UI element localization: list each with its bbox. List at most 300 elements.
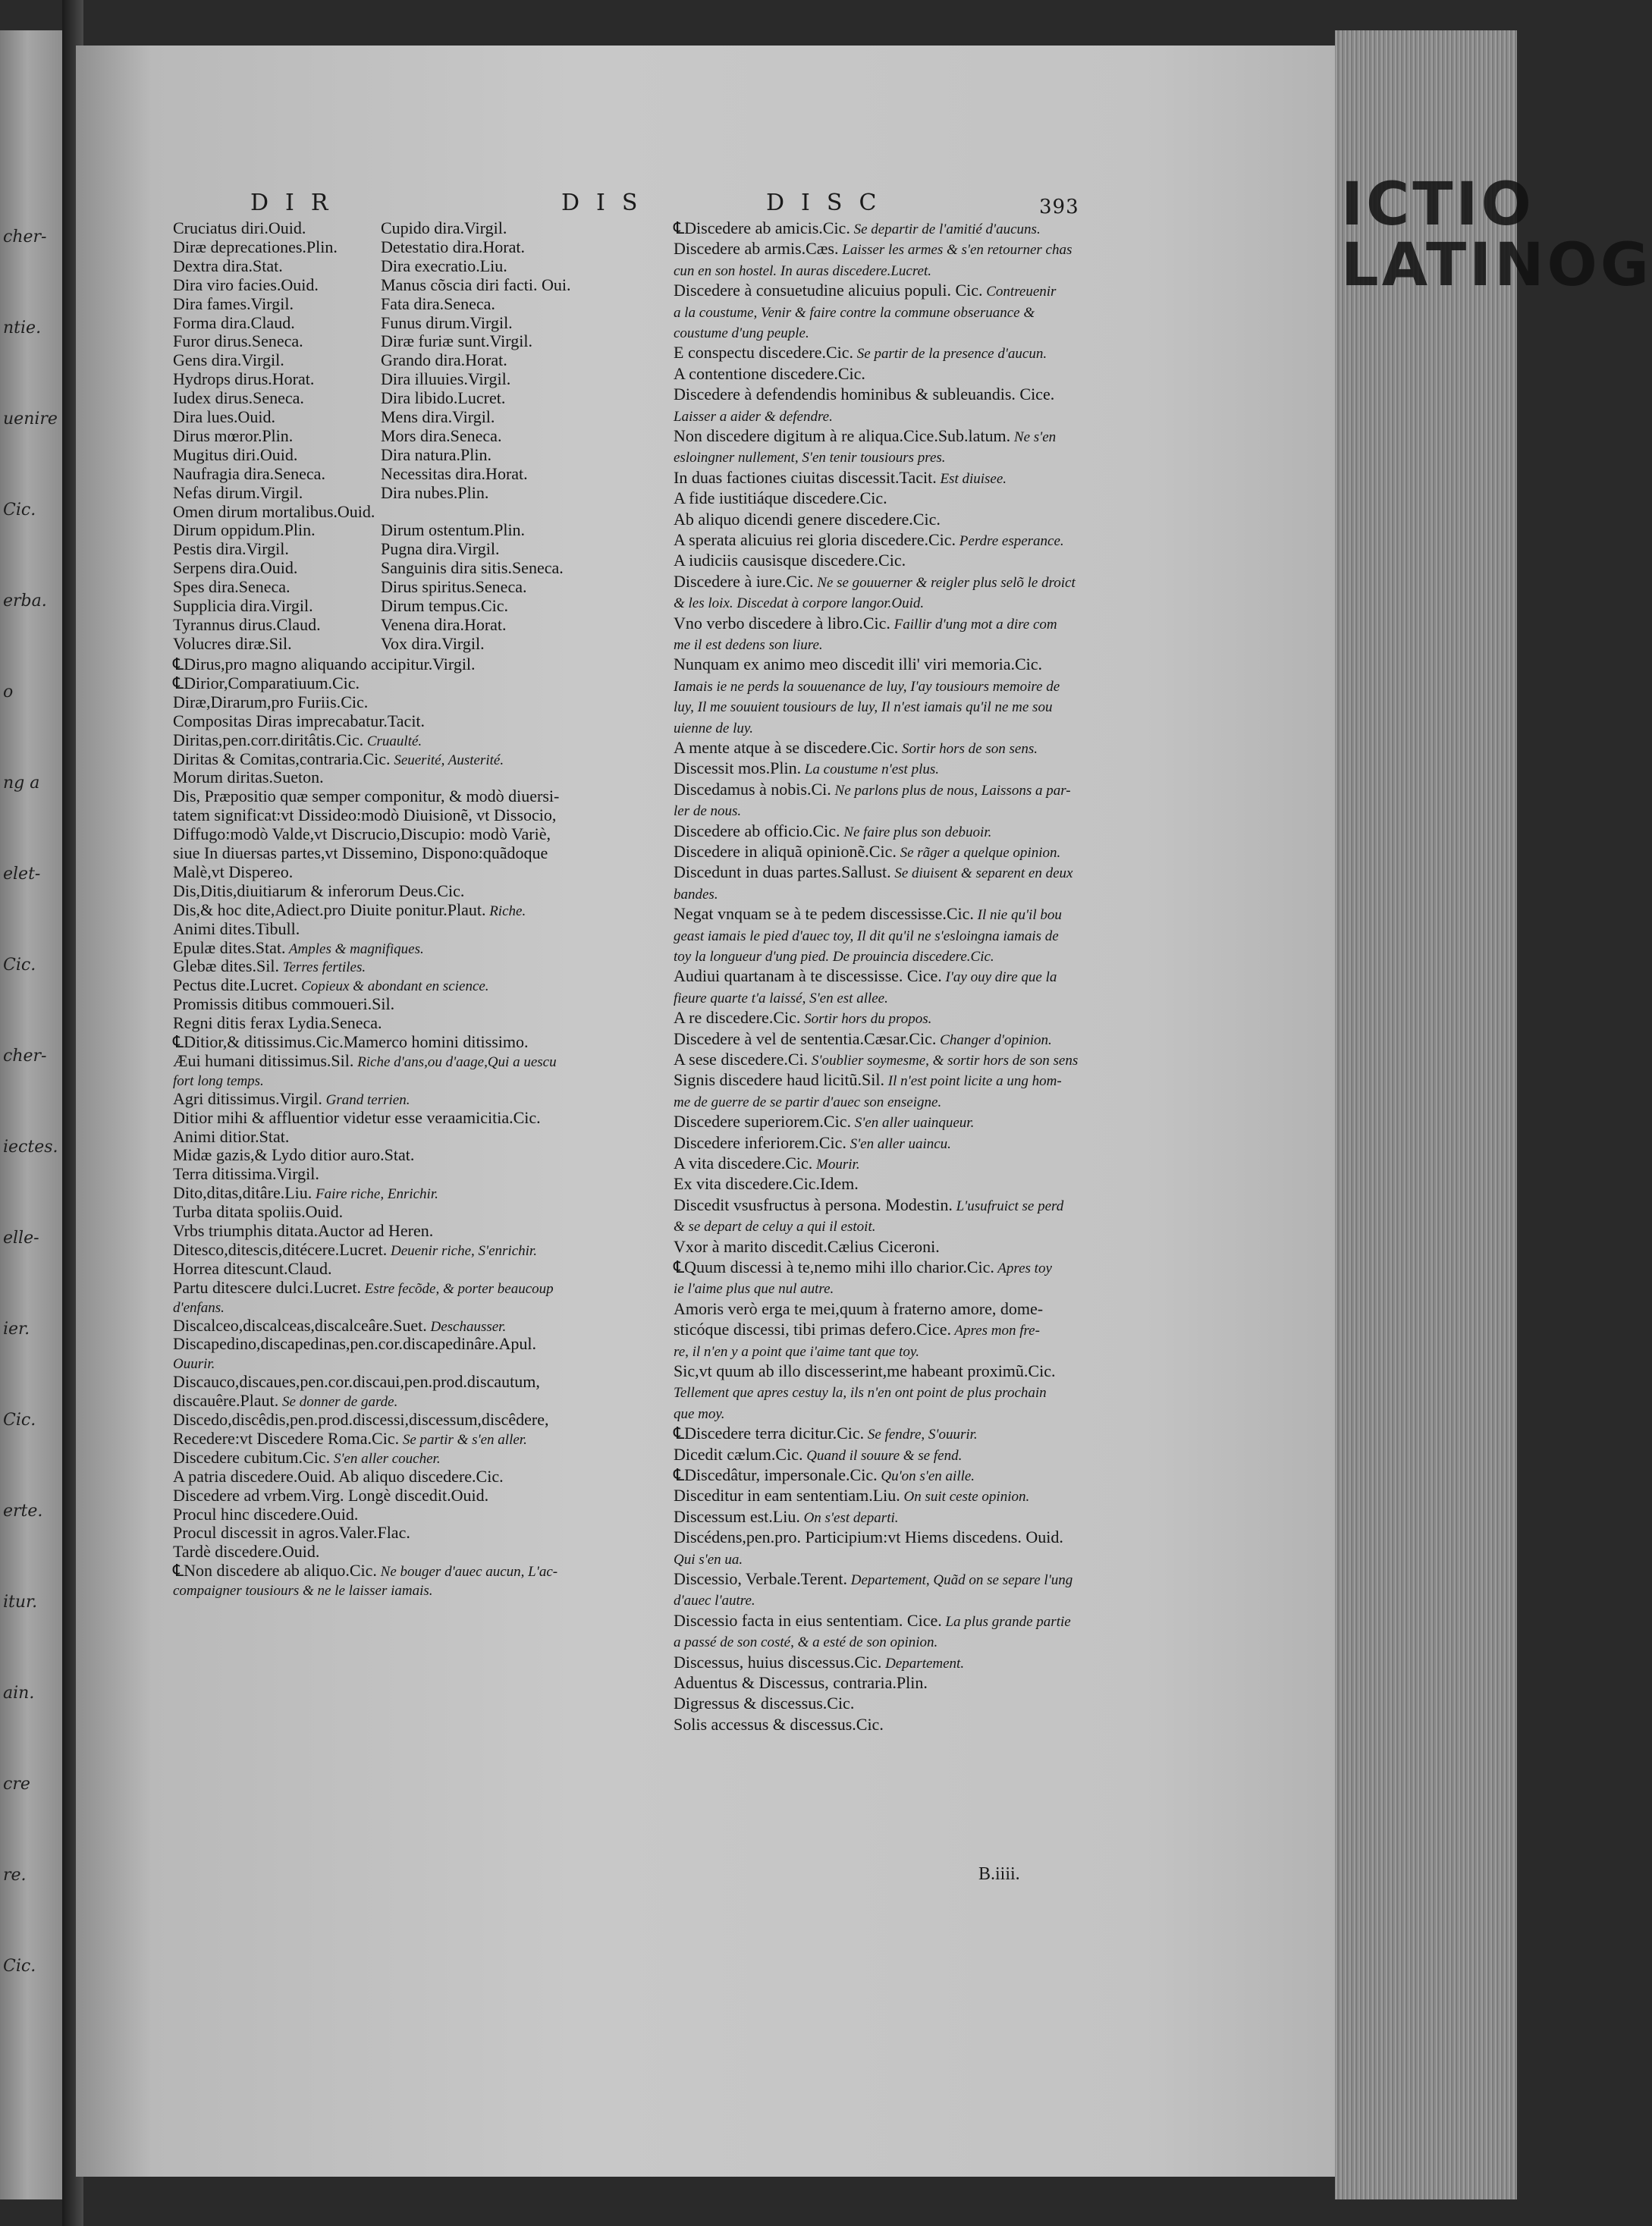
latin-text: tatem significat:vt Dissideo:modò Diuisionẽ, vt Dissocio,: [173, 805, 557, 825]
left-page-fragment: cre: [3, 1775, 30, 1794]
french-gloss: ler de nous.: [674, 803, 742, 820]
french-gloss: geast iamais le pied d'auec toy, Il dit qu'il ne s'esloingna iamais de: [674, 928, 1059, 944]
entry-line: [674, 1278, 834, 1298]
french-gloss: Contreuenir: [982, 284, 1057, 300]
latin-text: Vxor à marito discedit.Cælius Ciceroni.: [674, 1236, 940, 1256]
latin-text: Glebæ dites.Sil.: [173, 956, 279, 976]
entry-line: [674, 281, 1056, 301]
left-page-edge: [0, 30, 68, 2199]
edge-stamp: ICTIO LATINOG: [1341, 171, 1652, 300]
entry-line: [173, 1542, 319, 1561]
french-gloss: esloingner nullement, S'en tenir tousiours pres.: [674, 450, 946, 466]
entry-line: [173, 805, 556, 824]
page-number: 393: [1039, 196, 1079, 218]
entry-line: Dira fames.Virgil.: [173, 294, 294, 313]
french-gloss: compaigner tousiours & ne le laisser iamais.: [173, 1583, 433, 1600]
entry-line: Mens dira.Virgil.: [381, 407, 495, 426]
entry-line: [674, 1715, 884, 1734]
latin-text: Ab aliquo dicendi genere discedere.Cic.: [674, 509, 941, 529]
entry-line: Omen dirum mortalibus.Ouid.: [173, 501, 375, 521]
latin-text: Discedere in aliquã opinionẽ.Cic.: [674, 842, 897, 861]
page-edges: [1335, 30, 1652, 2199]
latin-text: A sese discedere.Ci.: [674, 1050, 809, 1069]
entry-line: [674, 1403, 725, 1424]
latin-text: Dis,& hoc dite,Adiect.pro Diuite ponitur.Plaut.: [173, 900, 486, 919]
entry-line: Dirum oppidum.Plin.: [173, 520, 316, 540]
latin-text: Midæ gazis,& Lydo ditior auro.Stat.: [173, 1145, 415, 1165]
entry-line: Dirum ostentum.Plin.: [381, 520, 526, 540]
entry-line: [674, 592, 924, 613]
latin-text: ℄Dirus,pro magno aliquando accipitur.Virgil.: [173, 655, 476, 673]
entry-line: [674, 510, 941, 529]
entry-line: [674, 925, 1059, 946]
entry-line: Fata dira.Seneca.: [381, 294, 495, 313]
entry-line: [674, 1653, 964, 1673]
entry-line: [674, 343, 1047, 363]
french-gloss: La coustume n'est plus.: [801, 761, 939, 778]
entry-line: [173, 1448, 441, 1468]
entry-line: Dextra dira.Stat.: [173, 256, 283, 275]
entry-line: [674, 1237, 940, 1256]
entry-line: [674, 1050, 1078, 1070]
french-gloss: Cruaulté.: [363, 733, 422, 749]
entry-line: Pugna dira.Virgil.: [381, 539, 500, 559]
entry-line: [173, 1372, 540, 1391]
latin-text: Terra ditissima.Virgil.: [173, 1164, 319, 1184]
entry-line: [173, 1070, 264, 1091]
entry-line: Forma dira.Claud.: [173, 312, 295, 332]
latin-text: Amoris verò erga te mei,quum à fraterno amore, dome-: [674, 1298, 1044, 1318]
french-gloss: d'auec l'autre.: [674, 1593, 755, 1609]
latin-text: Animi dites.Tibull.: [173, 918, 300, 938]
french-gloss: luy, Il me souuient tousiours de luy, Il n'est iamais qu'il ne me sou: [674, 699, 1053, 716]
entry-line: [674, 1341, 919, 1361]
french-gloss: Ne faire plus son debuoir.: [840, 824, 992, 840]
french-gloss: Apres mon fre-: [950, 1323, 1040, 1339]
entry-line: [674, 1507, 899, 1527]
entry-line: Dira natura.Plin.: [381, 444, 492, 464]
entry-line: [674, 634, 823, 655]
entry-line: [173, 749, 504, 770]
entry-line: Hydrops dirus.Horat.: [173, 369, 315, 389]
latin-text: Discauco,discaues,pen.cor.discaui,pen.prod.discautum,: [173, 1372, 540, 1392]
latin-text: Discedere à consuetudine alicuius populi. Cic.: [674, 281, 983, 300]
latin-text: Discessio facta in eius sententiam. Cice.: [674, 1610, 942, 1630]
entry-line: [674, 655, 1042, 673]
left-page-fragment: ng a: [3, 774, 40, 793]
entry-line: [674, 821, 991, 842]
entry-line: Manus cõscia diri facti. Oui.: [381, 275, 571, 294]
entry-line: [173, 692, 368, 711]
entry-line: [173, 1164, 319, 1183]
latin-text: Turba ditata spoliis.Ouid.: [173, 1202, 344, 1222]
left-page-fragment: o: [3, 683, 14, 702]
entry-line: [173, 673, 360, 692]
latin-text: ℄Dirior,Comparatiuum.Cic.: [173, 673, 360, 692]
entry-line: [674, 1299, 1043, 1318]
french-gloss: Departement, Quãd on se separe l'ung: [846, 1572, 1073, 1588]
latin-text: Morum diritas.Sueton.: [173, 768, 324, 787]
french-gloss: fort long temps.: [173, 1072, 264, 1089]
french-gloss: Grand terrien.: [322, 1091, 410, 1108]
entry-line: Pestis dira.Virgil.: [173, 539, 289, 559]
left-page-fragment: uenire: [3, 410, 58, 429]
entry-line: [173, 730, 422, 751]
entry-line: [173, 824, 551, 843]
entry-line: [173, 1391, 397, 1411]
french-gloss: Deschausser.: [426, 1318, 507, 1335]
entry-line: Dirus spiritus.Seneca.: [381, 577, 527, 597]
french-gloss: Faillir d'ung mot a dire com: [890, 616, 1057, 633]
french-gloss: On suit ceste opinion.: [900, 1489, 1030, 1505]
entry-line: Dira libido.Lucret.: [381, 388, 506, 408]
latin-text: Diritas & Comitas,contraria.Cic.: [173, 749, 391, 768]
entry-line: [173, 1561, 557, 1581]
french-gloss: Sortir hors du propos.: [800, 1011, 932, 1028]
entry-line: [674, 1590, 755, 1610]
french-gloss: re, il n'en y a point que i'aime tant que toy.: [674, 1343, 920, 1360]
left-page-fragment: cher-: [3, 228, 47, 246]
left-page-fragment: itur.: [3, 1593, 38, 1612]
entry-line: [674, 862, 1073, 883]
entry-line: Supplicia dira.Virgil.: [173, 596, 313, 615]
entry-line: [173, 1051, 557, 1072]
entry-line: [674, 738, 1038, 758]
entry-line: [173, 1089, 410, 1110]
entry-line: [173, 1127, 289, 1146]
latin-text: Discedere superiorem.Cic.: [674, 1112, 851, 1132]
french-gloss: On s'est departi.: [799, 1509, 899, 1526]
entry-line: Necessitas dira.Horat.: [381, 463, 528, 483]
entry-line: [173, 1486, 488, 1505]
entry-line: Gens dira.Virgil.: [173, 350, 284, 370]
entry-line: [674, 1527, 1063, 1546]
entry-line: [674, 1549, 743, 1569]
entry-line: Spes dira.Seneca.: [173, 577, 291, 597]
entry-line: [173, 1353, 215, 1374]
entry-line: [674, 302, 1035, 322]
entry-line: [674, 385, 1054, 403]
latin-text: Procul discessit in agros.Valer.Flac.: [173, 1523, 410, 1543]
latin-text: Discessus, huius discessus.Cic.: [674, 1652, 882, 1672]
left-page-fragment: erba.: [3, 592, 47, 611]
left-page-fragment: Cic.: [3, 956, 36, 975]
entry-line: [674, 1361, 1055, 1380]
latin-text: Discessit mos.Plin.: [674, 758, 802, 778]
latin-text: Vrbs triumphis ditata.Auctor ad Heren.: [173, 1221, 434, 1240]
latin-text: Solis accessus & discessus.Cic.: [674, 1714, 884, 1734]
left-page-fragment: ntie.: [3, 319, 42, 338]
entry-line: [674, 780, 1071, 800]
french-gloss: fieure quarte t'a laissé, S'en est allee.: [674, 990, 888, 1006]
entry-line: [173, 1145, 414, 1164]
french-gloss: Se rãger a quelque opinion.: [896, 845, 1061, 861]
entry-line: [674, 468, 1007, 488]
latin-text: Nunquam ex animo meo discedit illi' viri memoria.Cic.: [674, 655, 1043, 674]
entry-line: [674, 1320, 1040, 1340]
entry-line: Cupido dira.Virgil.: [381, 218, 507, 237]
french-gloss: & se depart de celuy a qui il estoit.: [674, 1219, 876, 1235]
latin-text: Promissis ditibus commoueri.Sil.: [173, 994, 395, 1014]
latin-text: Discédens,pen.pro. Participium:vt Hiems discedens. Ouid.: [674, 1527, 1063, 1547]
entry-line: Dira illuuies.Virgil.: [381, 369, 511, 389]
french-gloss: Il nie qu'il bou: [973, 907, 1062, 924]
left-page-fragment: ain.: [3, 1684, 35, 1703]
latin-text: Discedere à vel de sententia.Cæsar.Cic.: [674, 1028, 937, 1048]
entry-line: Tyrannus dirus.Claud.: [173, 614, 321, 634]
latin-text: A contentione discedere.Cic.: [674, 363, 865, 383]
french-gloss: Terres fertiles.: [278, 959, 366, 976]
entry-line: [674, 1382, 1047, 1402]
signature-mark: B.iiii.: [978, 1864, 1020, 1884]
french-gloss: Sortir hors de son sens.: [898, 741, 1038, 757]
latin-text: ℄Discedere terra dicitur.Cic.: [674, 1424, 865, 1443]
entry-line: [173, 994, 394, 1013]
entry-line: [674, 1070, 1062, 1091]
latin-text: Discalceo,discalceas,discalceâre.Suet.: [173, 1315, 427, 1335]
entry-line: [674, 1465, 975, 1486]
entry-line: [173, 1202, 343, 1221]
entry-line: Dira viro facies.Ouid.: [173, 275, 319, 294]
entry-line: Dirum tempus.Cic.: [381, 596, 509, 615]
entry-line: [173, 1523, 410, 1542]
latin-text: Diffugo:modò Valde,vt Discrucio,Discupio: modò Variè,: [173, 824, 551, 844]
entry-line: Naufragia dira.Seneca.: [173, 463, 325, 483]
entry-line: [674, 1486, 1029, 1506]
french-gloss: Il n'est point licite a ung hom-: [884, 1073, 1062, 1090]
french-gloss: Se donner de garde.: [278, 1394, 398, 1411]
french-gloss: Se diuisent & separent en deux: [890, 865, 1073, 882]
entry-line: [674, 696, 1052, 717]
latin-text: Tardè discedere.Ouid.: [173, 1542, 320, 1562]
left-page-fragment: ier.: [3, 1320, 30, 1339]
latin-text: ℄Discedere ab amicis.Cic.: [674, 218, 850, 237]
latin-text: Procul hinc discedere.Ouid.: [173, 1504, 359, 1524]
entry-line: [173, 1297, 225, 1317]
entry-line: [674, 322, 809, 343]
latin-text: Disceditur in eam sententiam.Liu.: [674, 1486, 900, 1505]
french-gloss: Est diuisee.: [936, 470, 1007, 487]
latin-text: Digressus & discessus.Cic.: [674, 1694, 855, 1713]
latin-text: Diræ,Dirarum,pro Furiis.Cic.: [173, 692, 369, 711]
french-gloss: d'enfans.: [173, 1299, 225, 1316]
french-gloss: Laisser a aider & defendre.: [674, 408, 833, 425]
entry-line: [173, 1467, 504, 1486]
entry-line: [674, 218, 1041, 239]
entry-line: [674, 572, 1076, 592]
latin-text: Discedere ab officio.Cic.: [674, 821, 840, 840]
entry-line: Volucres diræ.Sil.: [173, 633, 292, 653]
french-gloss: a la coustume, Venir & faire contre la commune obseruance &: [674, 304, 1035, 321]
french-gloss: Ne bouger d'auec aucun, L'ac-: [376, 1564, 558, 1581]
french-gloss: Laisser les armes & s'en retourner chas: [838, 242, 1073, 259]
entry-line: [674, 426, 1056, 447]
french-gloss: cun en son hostel. In auras discedere.Lucret.: [674, 262, 932, 279]
left-page-fragment: Cic.: [3, 1957, 36, 1976]
latin-text: Sic,vt quum ab illo discesserint,me habeant proximũ.Cic.: [674, 1361, 1056, 1380]
french-gloss: uienne de luy.: [674, 720, 753, 736]
entry-line: Dirus mœror.Plin.: [173, 425, 294, 445]
entry-line: [173, 1108, 541, 1127]
entry-line: [173, 1316, 506, 1336]
latin-text: Discedere à defendendis hominibus & subleuandis. Cice.: [674, 385, 1055, 404]
french-gloss: Riche d'ans,ou d'aage,Qui a uescu: [353, 1053, 557, 1070]
left-page-fragment: Cic.: [3, 1411, 36, 1430]
entry-line: Detestatio dira.Horat.: [381, 237, 525, 256]
entry-line: [173, 1334, 536, 1353]
latin-text: Aduentus & Discessus, contraria.Plin.: [674, 1673, 928, 1692]
french-gloss: S'en aller uainqueur.: [850, 1115, 975, 1132]
latin-text: Æui humani ditissimus.Sil.: [173, 1050, 354, 1070]
latin-text: Vno verbo discedere à libro.Cic.: [674, 613, 890, 633]
running-head-left: DIR: [250, 190, 345, 216]
french-gloss: coustume d'ung peuple.: [674, 325, 809, 341]
entry-line: [674, 364, 865, 383]
entry-line: Mugitus diri.Ouid.: [173, 444, 298, 464]
latin-text: Discedere ab armis.Cæs.: [674, 239, 839, 259]
french-gloss: S'oublier soymesme, & sortir hors de son sens: [808, 1053, 1079, 1069]
entry-line: [674, 1569, 1073, 1590]
latin-text: A re discedere.Cic.: [674, 1008, 801, 1028]
latin-text: Discedere cubitum.Cic.: [173, 1447, 331, 1467]
entry-line: [173, 1278, 554, 1298]
left-page-fragment: erte.: [3, 1502, 43, 1521]
latin-text: Discessio, Verbale.Terent.: [674, 1569, 847, 1588]
entry-line: [173, 786, 559, 805]
entry-line: [674, 614, 1057, 634]
entry-line: [674, 1174, 859, 1193]
french-gloss: Departement.: [881, 1655, 965, 1672]
french-gloss: Riche.: [485, 903, 526, 919]
entry-line: [674, 1195, 1063, 1216]
entry-line: [674, 1424, 978, 1444]
latin-text: E conspectu discedere.Cic.: [674, 343, 854, 363]
latin-text: siue In diuersas partes,vt Dissemino, Dispono:quãdoque: [173, 843, 548, 862]
latin-text: Discessum est.Liu.: [674, 1506, 800, 1526]
latin-text: ℄Discedâtur, impersonale.Cic.: [674, 1465, 878, 1484]
entry-line: Diræ deprecationes.Plin.: [173, 237, 338, 256]
entry-line: [173, 975, 489, 996]
entry-line: [674, 904, 1062, 925]
entry-line: [674, 1631, 937, 1652]
entry-line: [173, 938, 424, 959]
latin-text: A fide iustitiáque discedere.Cic.: [674, 488, 887, 508]
latin-text: Negat vnquam se à te pedem discessisse.Cic.: [674, 904, 974, 924]
entry-line: [674, 1445, 962, 1465]
entry-line: [173, 956, 366, 977]
french-gloss: Apres toy: [994, 1261, 1052, 1276]
french-gloss: a passé de son costé, & a esté de son opinion.: [674, 1634, 938, 1651]
french-gloss: que moy.: [674, 1405, 725, 1422]
french-gloss: & les loix. Discedat à corpore langor.Ouid.: [674, 595, 925, 612]
latin-text: Audiui quartanam à te discessisse. Cice.: [674, 966, 942, 986]
entry-line: Furor dirus.Seneca.: [173, 331, 303, 351]
entry-line: Cruciatus diri.Ouid.: [173, 218, 306, 237]
running-head-center: DIS: [561, 190, 655, 216]
french-gloss: Faire riche, Enrichir.: [312, 1186, 438, 1203]
entry-line: [674, 260, 931, 281]
french-gloss: Se departir de l'amitié d'aucuns.: [850, 221, 1041, 237]
entry-line: Funus dirum.Virgil.: [381, 312, 513, 332]
entry-line: [674, 987, 888, 1008]
french-gloss: me de guerre de se partir d'auec son enseigne.: [674, 1094, 942, 1110]
latin-text: ℄Quum discessi à te,nemo mihi illo charior.Cic.: [674, 1257, 994, 1276]
entry-line: [674, 1091, 941, 1112]
french-gloss: S'en aller coucher.: [330, 1450, 441, 1467]
latin-text: Horrea ditescunt.Claud.: [173, 1258, 332, 1278]
entry-line: [173, 711, 425, 730]
entry-line: [674, 1133, 951, 1154]
latin-text: Recedere:vt Discedere Roma.Cic.: [173, 1428, 400, 1448]
french-gloss: Se fendre, S'ouurir.: [864, 1427, 978, 1443]
entry-line: [674, 488, 887, 507]
latin-text: A mente atque à se discedere.Cic.: [674, 738, 899, 757]
french-gloss: Estre fecõde, & porter beaucoup: [361, 1280, 554, 1297]
french-gloss: Ne s'en: [1010, 429, 1057, 445]
left-page-fragment: cher-: [3, 1047, 47, 1066]
latin-text: Signis discedere haud licitũ.Sil.: [674, 1070, 885, 1090]
entry-line: Vox dira.Virgil.: [381, 633, 485, 653]
entry-line: [674, 1257, 1052, 1278]
french-gloss: Quand il souure & se fend.: [802, 1447, 963, 1464]
latin-text: Animi ditior.Stat.: [173, 1126, 290, 1146]
entry-line: [173, 862, 293, 881]
entry-line: [173, 900, 526, 921]
latin-text: ℄Ditior,& ditissimus.Cic.Mamerco homini ditissimo.: [173, 1032, 529, 1051]
entry-line: [674, 758, 939, 779]
entry-line: [173, 881, 464, 900]
entry-line: [173, 655, 476, 673]
entry-line: Nefas dirum.Virgil.: [173, 482, 303, 502]
latin-text: Dicedit cælum.Cic.: [674, 1444, 803, 1464]
left-page-fragment: re.: [3, 1866, 27, 1885]
entry-line: [173, 1183, 438, 1204]
entry-line: [674, 717, 753, 738]
entry-line: [674, 551, 906, 570]
latin-text: Discedere à iure.Cic.: [674, 571, 814, 591]
left-page-fragment: iectes.: [3, 1138, 58, 1157]
entry-line: Iudex dirus.Seneca.: [173, 388, 304, 408]
entry-line: [674, 447, 946, 467]
entry-line: [674, 1154, 860, 1174]
latin-text: ℄Non discedere ab aliquo.Cic.: [173, 1561, 377, 1581]
latin-text: A patria discedere.Ouid. Ab aliquo discedere.Cic.: [173, 1466, 504, 1486]
french-gloss: Qui s'en ua.: [674, 1551, 743, 1568]
latin-text: A sperata alicuius rei gloria discedere.Cic.: [674, 530, 956, 549]
french-gloss: Deuenir riche, S'enrichir.: [387, 1242, 537, 1259]
french-gloss: I'ay ouy dire que la: [941, 969, 1057, 986]
entry-line: [173, 1221, 433, 1240]
entry-line: Dira lues.Ouid.: [173, 407, 276, 426]
entry-line: [674, 239, 1072, 259]
entry-line: [674, 1216, 875, 1236]
latin-text: Discapedino,discapedinas,pen.cor.discapedinâre.Apul.: [173, 1334, 536, 1354]
french-gloss: Qu'on s'en aille.: [877, 1468, 975, 1484]
latin-text: Compositas Diras imprecabatur.Tacit.: [173, 711, 426, 730]
latin-text: Discedunt in duas partes.Sallust.: [674, 862, 891, 882]
latin-text: Agri ditissimus.Virgil.: [173, 1088, 322, 1108]
latin-text: A vita discedere.Cic.: [674, 1154, 813, 1173]
latin-text: Discedit vsusfructus à persona. Modestin.: [674, 1195, 953, 1214]
entry-line: Diræ furiæ sunt.Virgil.: [381, 331, 532, 351]
entry-line: [173, 1580, 433, 1600]
french-gloss: Ne se gouuerner & reigler plus selõ le droict: [813, 574, 1076, 591]
latin-text: Non discedere digitum à re aliqua.Cice.Sub.latum.: [674, 426, 1011, 445]
left-page-fragment: elle-: [3, 1229, 39, 1248]
entry-line: [173, 768, 324, 786]
french-gloss: Perdre esperance.: [956, 533, 1064, 549]
entry-line: Dira execratio.Liu.: [381, 256, 507, 275]
